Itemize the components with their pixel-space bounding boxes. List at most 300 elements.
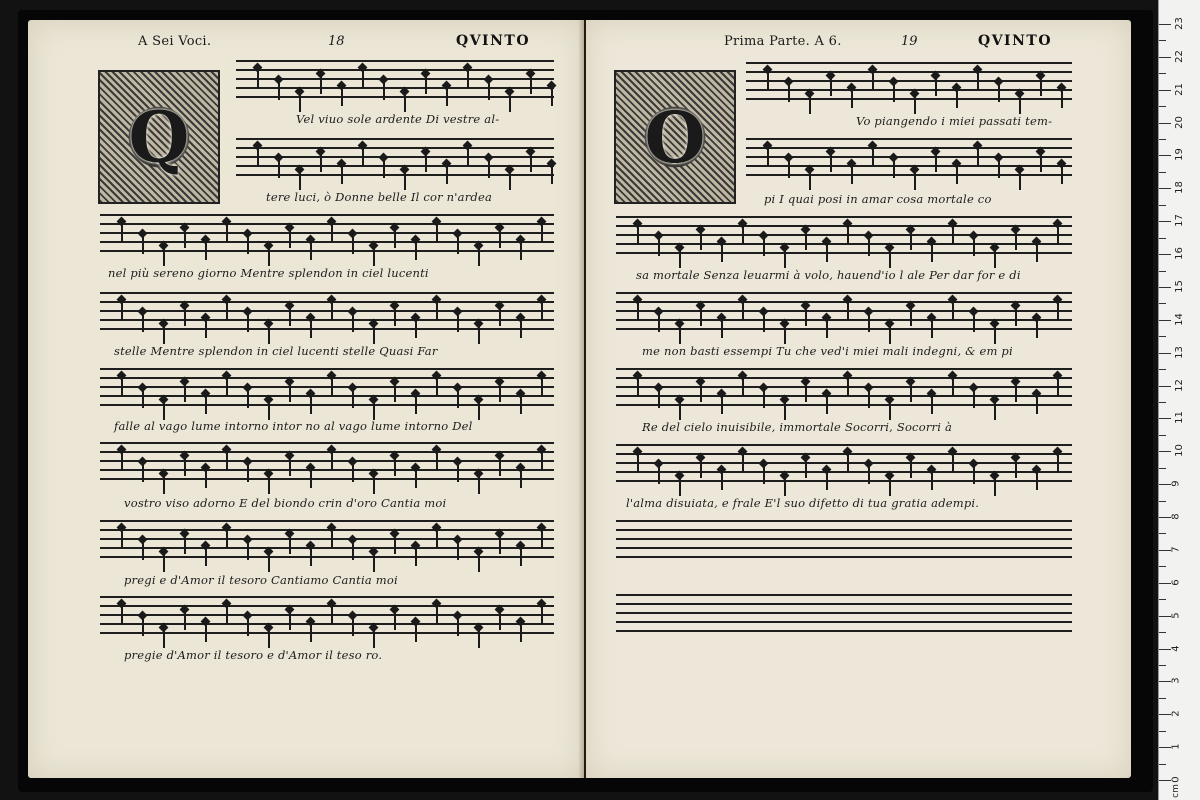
note-stem [973, 238, 975, 256]
note-stem [121, 530, 123, 548]
note-stem [457, 542, 459, 560]
note-stem [142, 464, 144, 482]
note-stem [520, 320, 522, 338]
ruler-tick [1159, 681, 1171, 682]
note-stem [373, 402, 375, 420]
note-stem [268, 476, 270, 494]
note-stem [226, 224, 228, 242]
note-stem [394, 384, 396, 402]
note-stem [163, 476, 165, 494]
note-stem [541, 378, 543, 396]
ruler-number: 15 [1173, 280, 1185, 293]
note-stem [1036, 244, 1038, 262]
note-stem [637, 226, 639, 244]
right-part-title: QVINTO [978, 33, 1053, 49]
lyric-line-8: pregie d'Amor il tesoro e d'Amor il teso ro. [124, 648, 383, 662]
staff-7 [100, 520, 554, 558]
note-stem [121, 452, 123, 470]
note-stem [826, 396, 828, 414]
note-stem [1019, 96, 1021, 114]
staff-r1 [746, 62, 1072, 100]
note-stem [973, 466, 975, 484]
lyric-line-r2: pi I quai posi in amar cosa mortale co [764, 192, 992, 206]
staff-8 [100, 596, 554, 634]
note-stem [742, 302, 744, 320]
note-stem [499, 384, 501, 402]
note-stem [1040, 78, 1042, 96]
ruler-number: 17 [1173, 214, 1185, 228]
note-stem [551, 88, 553, 106]
note-stem [973, 390, 975, 408]
note-stem [121, 378, 123, 396]
note-stem [383, 160, 385, 178]
staff-1 [236, 60, 554, 98]
ruler-half-tick [1159, 402, 1166, 403]
note-stem [394, 230, 396, 248]
ruler-tick [1159, 90, 1171, 91]
note-stem [415, 396, 417, 414]
ruler-half-tick [1159, 238, 1166, 239]
ruler-number: 5 [1170, 611, 1182, 619]
note-stem [310, 470, 312, 488]
ruler-number: 10 [1173, 444, 1185, 458]
note-stem [163, 630, 165, 648]
note-stem [394, 612, 396, 630]
note-stem [331, 606, 333, 624]
note-stem [394, 458, 396, 476]
note-stem [973, 314, 975, 332]
note-stem [700, 460, 702, 478]
note-stem [889, 478, 891, 496]
note-stem [184, 384, 186, 402]
note-stem [868, 390, 870, 408]
ruler-number: 7 [1170, 546, 1182, 553]
note-stem [268, 554, 270, 572]
note-stem [394, 308, 396, 326]
note-stem [893, 84, 895, 102]
note-stem [721, 320, 723, 338]
note-stem [467, 70, 469, 88]
ruler-tick [1159, 418, 1171, 419]
note-stem [425, 76, 427, 94]
lyric-line-5: falle al vago lume intorno intor no al vago lume intorno Del [114, 419, 473, 433]
note-stem [868, 466, 870, 484]
note-stem [478, 402, 480, 420]
note-stem [499, 308, 501, 326]
note-stem [488, 82, 490, 100]
note-stem [914, 172, 916, 190]
note-stem [383, 82, 385, 100]
lyric-line-r3: sa mortale Senza leuarmi à volo, hauend'io l ale Per dar for e di [636, 268, 1021, 282]
ruler-half-tick [1159, 632, 1166, 633]
note-stem [520, 548, 522, 566]
note-stem [541, 452, 543, 470]
ruler-number: 4 [1170, 644, 1182, 652]
woodcut-initial-o [614, 70, 736, 204]
note-stem [872, 72, 874, 90]
note-stem [931, 396, 933, 414]
note-stem [763, 314, 765, 332]
note-stem [767, 72, 769, 90]
ruler-number: 1 [1170, 743, 1182, 750]
note-stem [352, 464, 354, 482]
lyric-line-r1: Vo piangendo i miei passati tem- [856, 114, 1053, 128]
note-stem [184, 230, 186, 248]
ruler-half-tick [1159, 40, 1166, 41]
note-stem [910, 308, 912, 326]
ruler-tick [1159, 320, 1171, 321]
note-stem [163, 554, 165, 572]
note-stem [541, 530, 543, 548]
note-stem [415, 242, 417, 260]
lyric-line-2: tere luci, ò Donne belle Il cor n'ardea [266, 190, 493, 204]
ruler-half-tick [1159, 665, 1166, 666]
note-stem [163, 248, 165, 266]
lyric-line-4: stelle Mentre splendon in ciel lucenti stelle Quasi Far [114, 344, 438, 358]
note-stem [910, 232, 912, 250]
ruler-tick [1159, 616, 1171, 617]
note-stem [541, 606, 543, 624]
note-stem [436, 452, 438, 470]
ruler-tick [1159, 57, 1171, 58]
initial-letter: Q [128, 95, 190, 179]
ruler-number: 9 [1170, 480, 1182, 487]
note-stem [184, 536, 186, 554]
note-stem [767, 148, 769, 166]
note-stem [809, 96, 811, 114]
note-stem [205, 320, 207, 338]
note-stem [868, 314, 870, 332]
note-stem [446, 88, 448, 106]
ruler-number: 22 [1173, 49, 1185, 63]
note-stem [289, 230, 291, 248]
note-stem [247, 236, 249, 254]
note-stem [1040, 154, 1042, 172]
ruler-tick [1159, 353, 1171, 354]
note-stem [373, 248, 375, 266]
note-stem [931, 472, 933, 490]
note-stem [1015, 308, 1017, 326]
right-running-head: Prima Parte. A 6. [724, 34, 842, 49]
note-stem [478, 326, 480, 344]
note-stem [436, 302, 438, 320]
note-stem [205, 548, 207, 566]
ruler-half-tick [1159, 501, 1166, 502]
ruler-tick [1159, 484, 1171, 485]
note-stem [373, 630, 375, 648]
ruler-number: 19 [1173, 148, 1185, 162]
ruler-half-tick [1159, 533, 1166, 534]
note-stem [830, 154, 832, 172]
note-stem [1036, 396, 1038, 414]
ruler-tick [1159, 780, 1171, 781]
note-stem [373, 554, 375, 572]
note-stem [931, 320, 933, 338]
note-stem [415, 320, 417, 338]
ruler-tick [1159, 386, 1171, 387]
note-stem [805, 308, 807, 326]
note-stem [1061, 90, 1063, 108]
note-stem [310, 242, 312, 260]
note-stem [1061, 166, 1063, 184]
note-stem [247, 464, 249, 482]
ruler-tick [1159, 451, 1171, 452]
note-stem [247, 314, 249, 332]
ruler-half-tick [1159, 698, 1166, 699]
note-stem [956, 90, 958, 108]
lyric-line-r4: me non basti essempi Tu che ved'i miei mali indegni, & em pi [642, 344, 1013, 358]
note-stem [205, 470, 207, 488]
note-stem [509, 172, 511, 190]
ruler-tick [1159, 550, 1171, 551]
ruler-tick [1159, 583, 1171, 584]
note-stem [226, 302, 228, 320]
note-stem [478, 554, 480, 572]
ruler-number: 13 [1173, 345, 1185, 359]
note-stem [289, 384, 291, 402]
note-stem [952, 302, 954, 320]
note-stem [784, 250, 786, 268]
note-stem [530, 154, 532, 172]
note-stem [889, 250, 891, 268]
note-stem [247, 542, 249, 560]
note-stem [121, 606, 123, 624]
ruler-half-tick [1159, 139, 1166, 140]
ruler-tick [1159, 714, 1171, 715]
note-stem [289, 612, 291, 630]
note-stem [184, 458, 186, 476]
note-stem [289, 308, 291, 326]
note-stem [436, 224, 438, 242]
note-stem [851, 90, 853, 108]
note-stem [1036, 320, 1038, 338]
ruler-tick [1159, 24, 1171, 25]
note-stem [872, 148, 874, 166]
ruler-half-tick [1159, 731, 1166, 732]
ruler-number: 18 [1173, 181, 1185, 195]
lyric-line-r6: l'alma disuiata, e frale E'l suo difetto di tua gratia adempi. [626, 496, 980, 510]
ruler-number: 8 [1170, 513, 1182, 520]
note-stem [404, 172, 406, 190]
note-stem [520, 242, 522, 260]
note-stem [457, 618, 459, 636]
staff-r5 [616, 368, 1072, 406]
note-stem [541, 302, 543, 320]
note-stem [784, 478, 786, 496]
note-stem [457, 236, 459, 254]
note-stem [415, 470, 417, 488]
staff-r3 [616, 216, 1072, 254]
ruler-tick [1159, 747, 1171, 748]
note-stem [763, 238, 765, 256]
lyric-line-3: nel più sereno giorno Mentre splendon in ciel lucenti [108, 266, 429, 280]
note-stem [658, 390, 660, 408]
note-stem [299, 172, 301, 190]
note-stem [977, 148, 979, 166]
lyric-line-r5: Re del cielo inuisibile, immortale Socorri, Socorri à [642, 420, 953, 434]
ruler-number: 11 [1173, 411, 1185, 425]
note-stem [467, 148, 469, 166]
note-stem [289, 536, 291, 554]
note-stem [956, 166, 958, 184]
note-stem [721, 472, 723, 490]
note-stem [952, 378, 954, 396]
note-stem [425, 154, 427, 172]
note-stem [352, 390, 354, 408]
ruler-number: 23 [1173, 17, 1185, 30]
note-stem [679, 402, 681, 420]
note-stem [184, 308, 186, 326]
note-stem [373, 326, 375, 344]
ruler-half-tick [1159, 172, 1166, 173]
ruler-half-tick [1159, 764, 1166, 765]
note-stem [394, 536, 396, 554]
ruler-number: 20 [1173, 115, 1185, 129]
ruler-number: 12 [1173, 378, 1185, 392]
note-stem [889, 326, 891, 344]
note-stem [446, 166, 448, 184]
note-stem [257, 148, 259, 166]
note-stem [994, 250, 996, 268]
note-stem [163, 402, 165, 420]
ruler-half-tick [1159, 303, 1166, 304]
note-stem [637, 378, 639, 396]
staff-r4 [616, 292, 1072, 330]
note-stem [998, 160, 1000, 178]
note-stem [289, 458, 291, 476]
note-stem [935, 154, 937, 172]
note-stem [847, 302, 849, 320]
ruler-half-tick [1159, 73, 1166, 74]
note-stem [551, 166, 553, 184]
ruler-number: 0 [1170, 776, 1182, 783]
right-page [586, 20, 1131, 778]
note-stem [700, 308, 702, 326]
initial-letter-right: O [644, 95, 706, 179]
note-stem [1057, 378, 1059, 396]
ruler-number: 6 [1170, 579, 1182, 586]
note-stem [257, 70, 259, 88]
ruler-tick [1159, 221, 1171, 222]
ruler-half-tick [1159, 599, 1166, 600]
note-stem [299, 94, 301, 112]
note-stem [763, 390, 765, 408]
ruler-tick [1159, 123, 1171, 124]
note-stem [530, 76, 532, 94]
ruler-half-tick [1159, 468, 1166, 469]
note-stem [352, 236, 354, 254]
note-stem [205, 624, 207, 642]
left-running-head: A Sei Voci. [138, 34, 212, 49]
note-stem [478, 476, 480, 494]
note-stem [320, 154, 322, 172]
note-stem [658, 466, 660, 484]
left-page [28, 20, 584, 778]
note-stem [1015, 384, 1017, 402]
note-stem [658, 238, 660, 256]
note-stem [889, 402, 891, 420]
note-stem [784, 402, 786, 420]
staff-r2 [746, 138, 1072, 176]
lyric-line-6: vostro viso adorno E del biondo crin d'oro Cantia moi [124, 496, 447, 510]
note-stem [331, 378, 333, 396]
note-stem [788, 84, 790, 102]
ruler-unit: cm [1170, 784, 1181, 798]
note-stem [805, 384, 807, 402]
note-stem [994, 326, 996, 344]
ruler-half-tick [1159, 106, 1166, 107]
ruler-tick [1159, 649, 1171, 650]
note-stem [436, 606, 438, 624]
left-part-title: QVINTO [456, 33, 531, 49]
note-stem [247, 618, 249, 636]
note-stem [163, 326, 165, 344]
note-stem [700, 232, 702, 250]
note-stem [742, 226, 744, 244]
note-stem [847, 454, 849, 472]
ruler-half-tick [1159, 369, 1166, 370]
staff-r6 [616, 444, 1072, 482]
note-stem [658, 314, 660, 332]
note-stem [868, 238, 870, 256]
note-stem [721, 396, 723, 414]
note-stem [847, 226, 849, 244]
note-stem [341, 88, 343, 106]
note-stem [499, 230, 501, 248]
note-stem [184, 612, 186, 630]
note-stem [1015, 460, 1017, 478]
note-stem [121, 224, 123, 242]
note-stem [121, 302, 123, 320]
note-stem [910, 460, 912, 478]
note-stem [226, 606, 228, 624]
note-stem [788, 160, 790, 178]
note-stem [826, 244, 828, 262]
measurement-ruler [1158, 0, 1200, 800]
note-stem [931, 244, 933, 262]
note-stem [352, 314, 354, 332]
note-stem [893, 160, 895, 178]
note-stem [362, 70, 364, 88]
note-stem [851, 166, 853, 184]
note-stem [1057, 454, 1059, 472]
ruler-number: 3 [1170, 677, 1182, 685]
note-stem [226, 378, 228, 396]
note-stem [847, 378, 849, 396]
note-stem [278, 82, 280, 100]
ruler-half-tick [1159, 566, 1166, 567]
note-stem [1036, 472, 1038, 490]
staff-6 [100, 442, 554, 480]
note-stem [679, 478, 681, 496]
note-stem [809, 172, 811, 190]
note-stem [805, 232, 807, 250]
note-stem [142, 390, 144, 408]
note-stem [310, 624, 312, 642]
empty-staff-1 [616, 520, 1072, 558]
note-stem [226, 452, 228, 470]
ruler-tick [1159, 287, 1171, 288]
note-stem [268, 326, 270, 344]
note-stem [541, 224, 543, 242]
note-stem [268, 248, 270, 266]
note-stem [488, 160, 490, 178]
note-stem [509, 94, 511, 112]
ruler-number: 21 [1173, 82, 1185, 96]
note-stem [977, 72, 979, 90]
note-stem [914, 96, 916, 114]
note-stem [700, 384, 702, 402]
